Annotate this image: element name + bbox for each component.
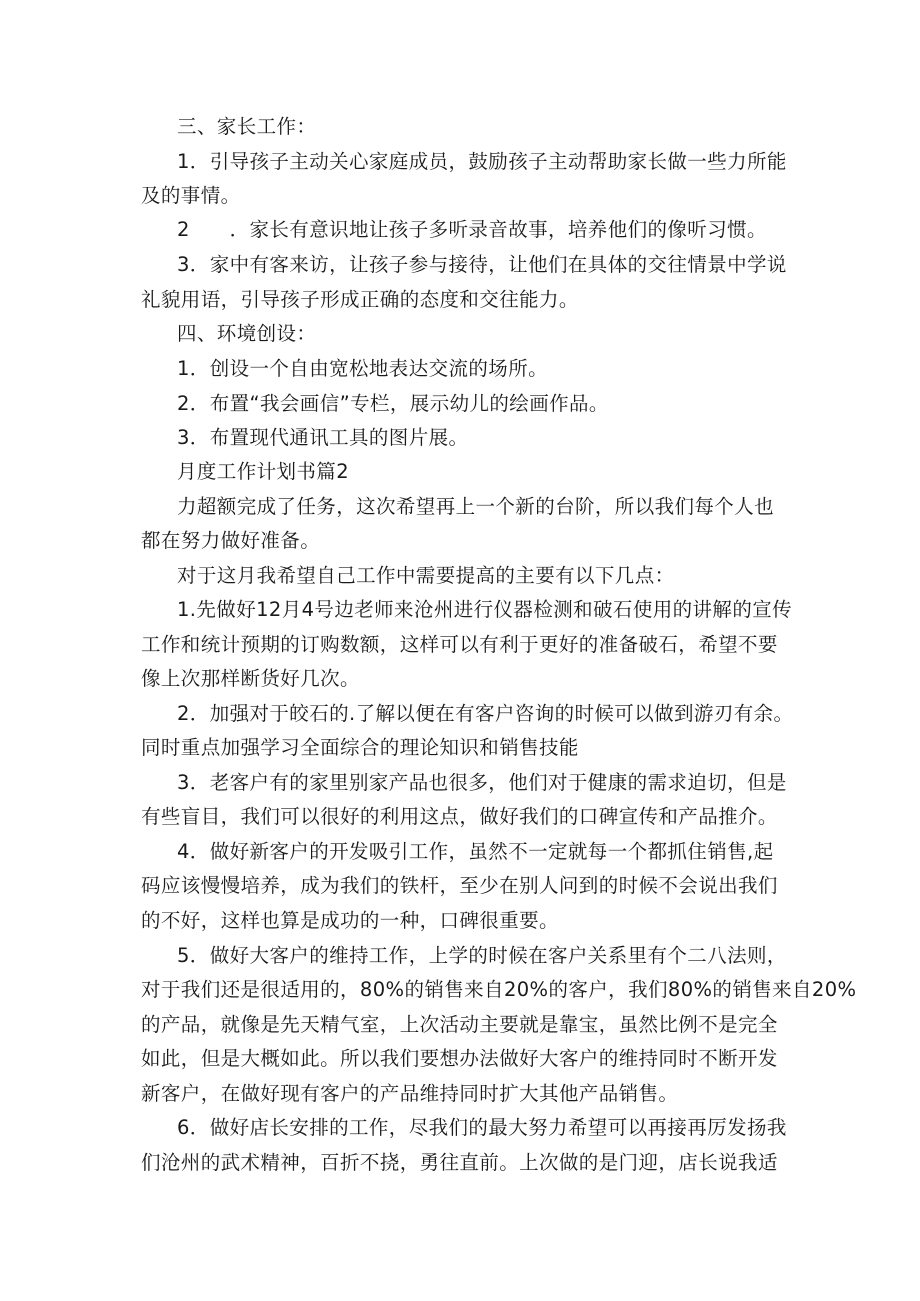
paragraph-line: 2 ．家长有意识地让孩子多听录音故事，培养他们的像听习惯。 [177,218,767,241]
paragraph-line: 5．做好大客户的维持工作，上学的时候在客户关系里有个二八法则， [177,944,787,967]
paragraph-line: 有些盲目，我们可以很好的利用这点，做好我们的口碑宣传和产品推介。 [141,805,778,828]
paragraph-line: 3．老客户有的家里别家产品也很多，他们对于健康的需求迫切，但是 [177,771,787,794]
paragraph-line: 6．做好店长安排的工作，尽我们的最大努力希望可以再接再厉发扬我 [177,1116,787,1139]
paragraph-line: 如此，但是大概如此。所以我们要想办法做好大客户的维持同时不断开发 [141,1047,778,1070]
paragraph-line: 对于我们还是很适用的，80%的销售来自20%的客户，我们80%的销售来自20% [141,978,857,1001]
paragraph-line: 1．创设一个自由宽松地表达交流的场所。 [177,357,549,380]
paragraph-line: 力超额完成了任务，这次希望再上一个新的台阶，所以我们每个人也 [177,495,775,518]
paragraph-line: 码应该慢慢培养，成为我们的铁杆，至少在别人问到的时候不会说出我们 [141,874,778,897]
paragraph-line: 及的事情。 [141,184,241,207]
paragraph-line: 同时重点加强学习全面综合的理论知识和销售技能 [141,736,579,759]
paragraph-line: 新客户，在做好现有客户的产品维持同时扩大其他产品销售。 [141,1082,679,1105]
paragraph-line: 1.先做好12月4号边老师来沧州进行仪器检测和破石使用的讲解的宣传 [177,598,793,621]
paragraph-line: 3．家中有客来访，让孩子参与接待，让他们在具体的交往情景中学说 [177,253,787,276]
paragraph-line: 3．布置现代通讯工具的图片展。 [177,426,469,449]
paragraph-line: 2．加强对于皎石的.了解以便在有客户咨询的时候可以做到游刃有余。 [177,702,794,725]
section-heading-parent-work: 三、家长工作： [177,115,317,138]
paragraph-line: 礼貌用语，引导孩子形成正确的态度和交往能力。 [141,288,579,311]
paragraph-line: 像上次那样断货好几次。 [141,667,360,690]
paragraph-line: 4．做好新客户的开发吸引工作，虽然不一定就每一个都抓住销售,起 [177,840,774,863]
paragraph-line: 们沧州的武术精神，百折不挠，勇往直前。上次做的是门迎，店长说我适 [141,1151,778,1174]
paragraph-line: 都在努力做好准备。 [141,529,321,552]
article-title: 月度工作计划书篇2 [177,460,350,483]
paragraph-line: 对于这月我希望自己工作中需要提高的主要有以下几点： [177,564,675,587]
paragraph-line: 工作和统计预期的订购数额，这样可以有利于更好的准备破石，希望不要 [141,633,778,656]
paragraph-line: 1．引导孩子主动关心家庭成员，鼓励孩子主动帮助家长做一些力所能 [177,150,787,173]
paragraph-line: 的产品，就像是先天精气室，上次活动主要就是靠宝，虽然比例不是完全 [141,1013,778,1036]
paragraph-line: 2．布置“我会画信”专栏，展示幼儿的绘画作品。 [177,392,609,415]
paragraph-line: 的不好，这样也算是成功的一种，口碑很重要。 [141,909,559,932]
section-heading-environment: 四、环境创设： [177,322,317,345]
